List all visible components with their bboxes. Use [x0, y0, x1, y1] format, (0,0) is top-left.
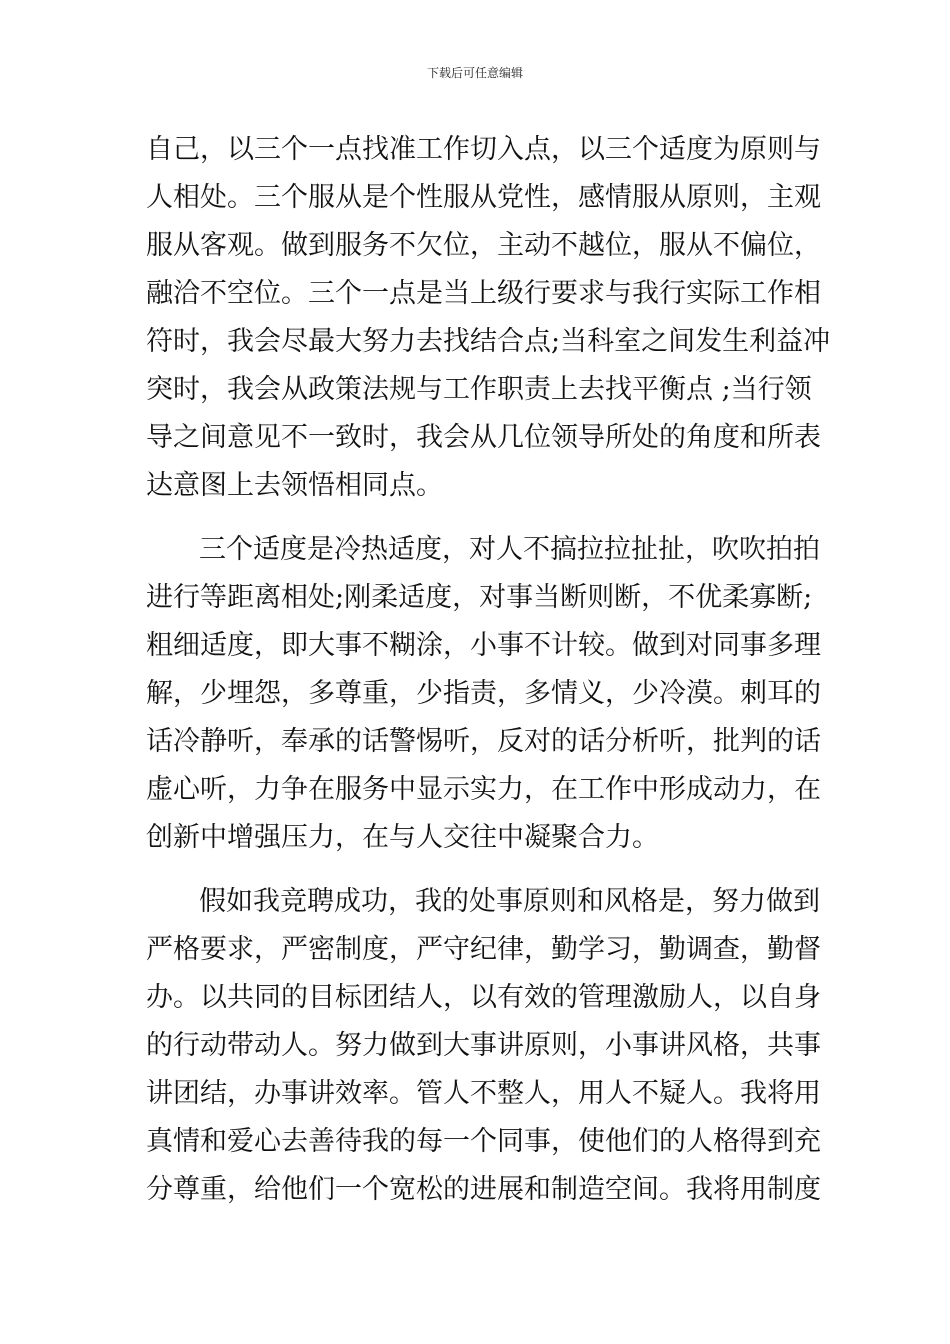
- text-line: 的行动带动人。努力做到大事讲原则，小事讲风格，共事: [146, 1030, 821, 1061]
- text-line: 人相处。三个服从是个性服从党性，感情服从原则，主观: [146, 182, 821, 213]
- text-line: 服从客观。做到服务不欠位，主动不越位，服从不偏位，: [146, 230, 821, 261]
- text-line: 真情和爱心去善待我的每一个同事，使他们的人格得到充: [146, 1126, 821, 1157]
- text-line: 创新中增强压力，在与人交往中凝聚合力。: [146, 822, 659, 853]
- text-line: 符时，我会尽最大努力去找结合点;当科室之间发生利益冲: [146, 326, 831, 357]
- text-line: 导之间意见不一致时，我会从几位领导所处的角度和所表: [146, 422, 821, 453]
- text-line: 分尊重，给他们一个宽松的进展和制造空间。我将用制度: [146, 1174, 821, 1205]
- text-line: 虚心听，力争在服务中显示实力，在工作中形成动力，在: [146, 774, 821, 805]
- text-line: 话冷静听，奉承的话警惕听，反对的话分析听，批判的话: [146, 726, 821, 757]
- paragraph-first-line: 假如我竞聘成功，我的处事原则和风格是，努力做到: [199, 886, 820, 917]
- text-line: 进行等距离相处;刚柔适度，对事当断则断，不优柔寡断;: [146, 582, 813, 613]
- text-line: 达意图上去领悟相同点。: [146, 470, 443, 501]
- text-line: 解，少埋怨，多尊重，少指责，多情义，少冷漠。刺耳的: [146, 678, 821, 709]
- text-line: 办。以共同的目标团结人，以有效的管理激励人，以自身: [146, 982, 821, 1013]
- text-line: 严格要求，严密制度，严守纪律，勤学习，勤调查，勤督: [146, 934, 821, 965]
- text-line: 讲团结，办事讲效率。管人不整人，用人不疑人。我将用: [146, 1078, 821, 1109]
- text-line: 粗细适度，即大事不糊涂，小事不计较。做到对同事多理: [146, 630, 821, 661]
- text-line: 自己，以三个一点找准工作切入点，以三个适度为原则与: [146, 134, 821, 165]
- text-line: 突时，我会从政策法规与工作职责上去找平衡点 ;当行领: [146, 374, 812, 405]
- text-line: 融洽不空位。三个一点是当上级行要求与我行实际工作相: [146, 278, 821, 309]
- paragraph-first-line: 三个适度是冷热适度，对人不搞拉拉扯扯，吹吹拍拍: [199, 534, 820, 565]
- page-header: 下载后可任意编辑: [426, 66, 523, 80]
